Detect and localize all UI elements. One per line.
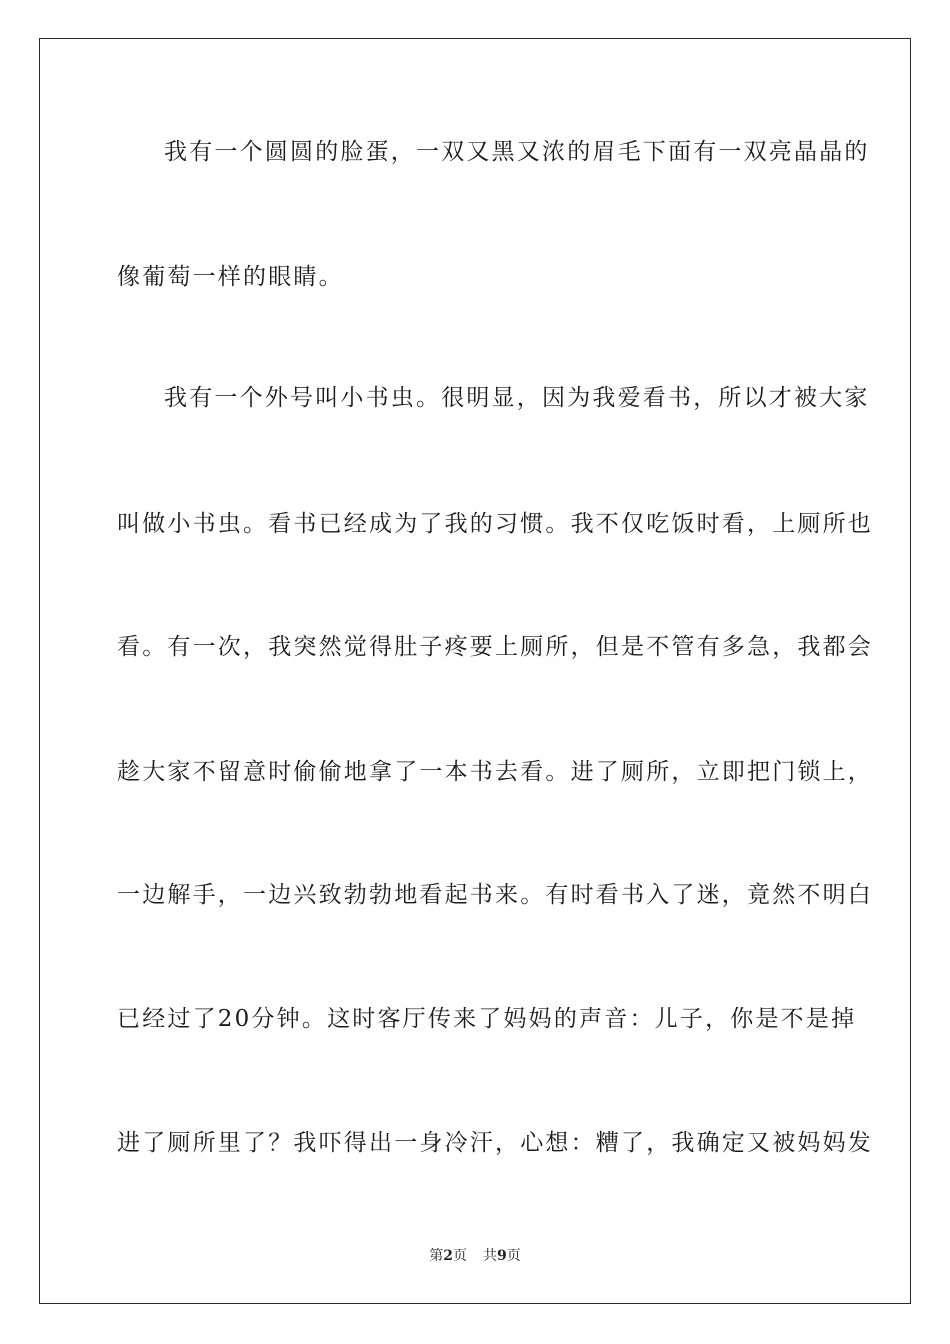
text-line: 我有一个外号叫小书虫。很明显，因为我爱看书，所以才被大家 <box>164 385 870 411</box>
text-line: 我有一个圆圆的脸蛋，一双又黑又浓的眉毛下面有一双亮晶晶的 <box>164 139 870 165</box>
text-line: 像葡萄一样的眼睛。 <box>117 264 344 290</box>
page-footer <box>0 1246 950 1266</box>
text-line: 一边解手，一边兴致勃勃地看起书来。有时看书入了迷，竟然不明白 <box>117 882 873 908</box>
total-unit: 页 <box>506 1248 521 1264</box>
text-line: 叫做小书虫。看书已经成为了我的习惯。我不仅吃饭时看，上厕所也 <box>117 511 873 537</box>
page-frame <box>39 38 911 1304</box>
text-line: 进了厕所里了？我吓得出一身冷汗，心想：糟了，我确定又被妈妈发 <box>117 1130 873 1156</box>
page-total: 9 <box>497 1248 507 1264</box>
page-current: 2 <box>443 1248 453 1264</box>
text-line: 趁大家不留意时偷偷地拿了一本书去看。进了厕所，立即把门锁上， <box>117 759 873 785</box>
text-line: 看。有一次，我突然觉得肚子疼要上厕所，但是不管有多急，我都会 <box>117 634 873 660</box>
page-unit: 页 <box>453 1248 467 1264</box>
total-prefix: 共 <box>483 1248 497 1264</box>
page-prefix: 第 <box>429 1248 444 1264</box>
text-line: 已经过了20分钟。这时客厅传来了妈妈的声音：儿子，你是不是掉 <box>117 1006 857 1032</box>
